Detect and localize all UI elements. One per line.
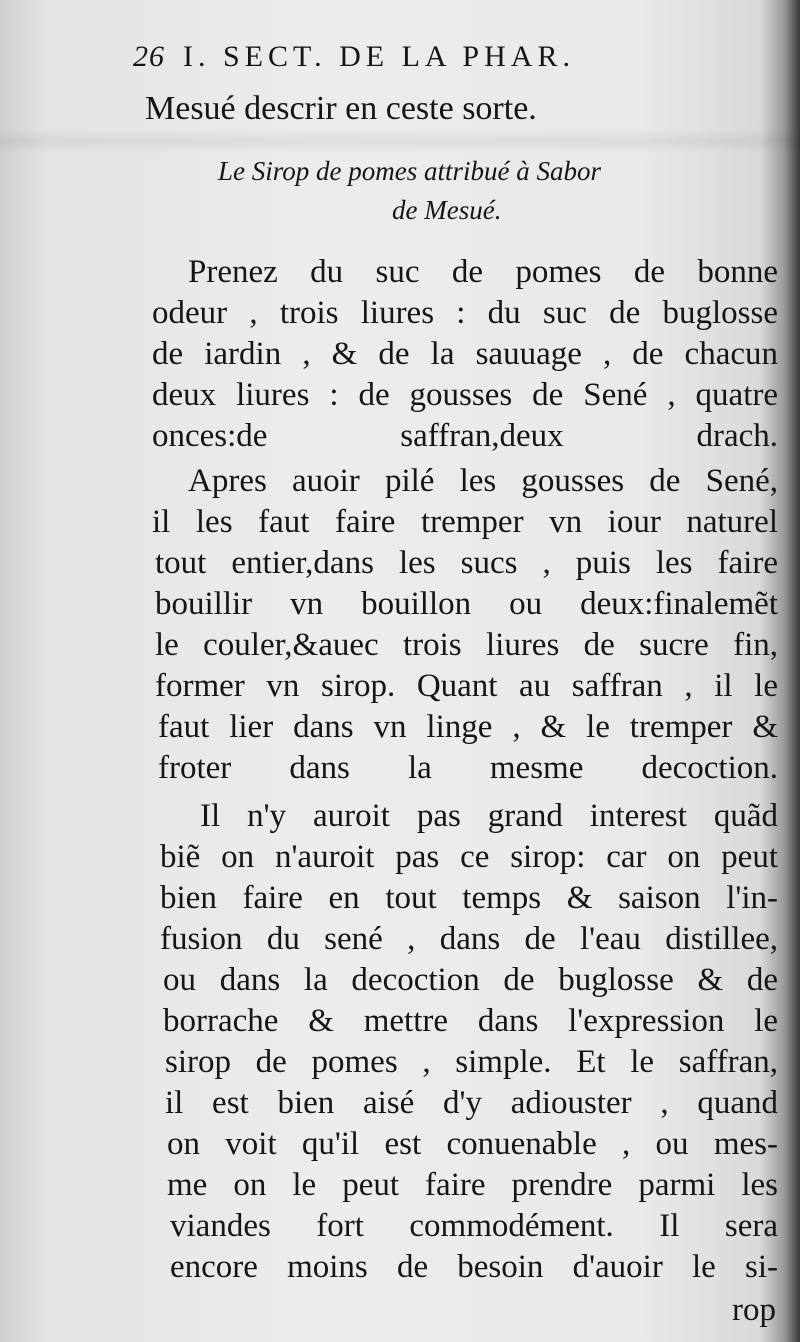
text-line: fusion du sené , dans de l'eau distillee, <box>160 921 778 957</box>
text-line: encore moins de besoin d'auoir le si- <box>170 1249 778 1285</box>
text-line: le couler,&auec trois liures de sucre fin, <box>155 627 778 663</box>
text-line: me on le peut faire prendre parmi les <box>167 1167 778 1203</box>
text-line: Prenez du suc de pomes de bonne <box>188 254 778 290</box>
text-line: froter dans la mesme decoction. <box>158 750 778 786</box>
text-line: onces:de saffran,deux drach. <box>152 418 778 454</box>
text-line: bien faire en tout temps & saison l'in- <box>160 880 778 916</box>
text-line: de iardin , & de la sauuage , de chacun <box>152 336 778 372</box>
text-line: former vn sirop. Quant au saffran , il le <box>155 668 778 704</box>
text-line: viandes fort commodément. Il sera <box>170 1208 778 1244</box>
text-line: deux liures : de gousses de Sené , quatre <box>152 377 778 413</box>
text-line: borrache & mettre dans l'expression le <box>163 1003 778 1039</box>
running-head-title: I. SECT. DE LA PHAR. <box>183 40 575 73</box>
running-head <box>133 40 693 74</box>
text-line: il les faut faire tremper vn iour naturel <box>152 504 778 540</box>
text-line: sirop de pomes , simple. Et le saffran, <box>165 1044 778 1080</box>
text-line: faut lier dans vn linge , & le tremper & <box>158 709 778 745</box>
text-line: biẽ on n'auroit pas ce sirop: car on peut <box>160 839 778 875</box>
text-line: tout entier,dans les sucs , puis les faire <box>155 545 778 581</box>
catchword: rop <box>732 1292 776 1328</box>
intro-line: Mesué descrir en ceste sorte. <box>145 90 537 127</box>
text-line: odeur , trois liures : du suc de buglosse <box>152 295 778 331</box>
text-line: ou dans la decoction de buglosse & de <box>163 962 778 998</box>
text-line: il est bien aisé d'y adiouster , quand <box>165 1085 778 1121</box>
paper-stain <box>0 128 800 154</box>
text-line: Apres auoir pilé les gousses de Sené, <box>188 463 778 499</box>
section-title-line-2: de Mesué. <box>392 195 502 225</box>
page-number: 26 <box>133 40 165 73</box>
section-title-line-1: Le Sirop de pomes attribué à Sabor <box>218 156 601 186</box>
text-line: Il n'y auroit pas grand interest quãd <box>200 798 778 834</box>
text-line: on voit qu'il est conuenable , ou mes- <box>167 1126 778 1162</box>
text-line: bouillir vn bouillon ou deux:finalemẽt <box>155 586 778 622</box>
